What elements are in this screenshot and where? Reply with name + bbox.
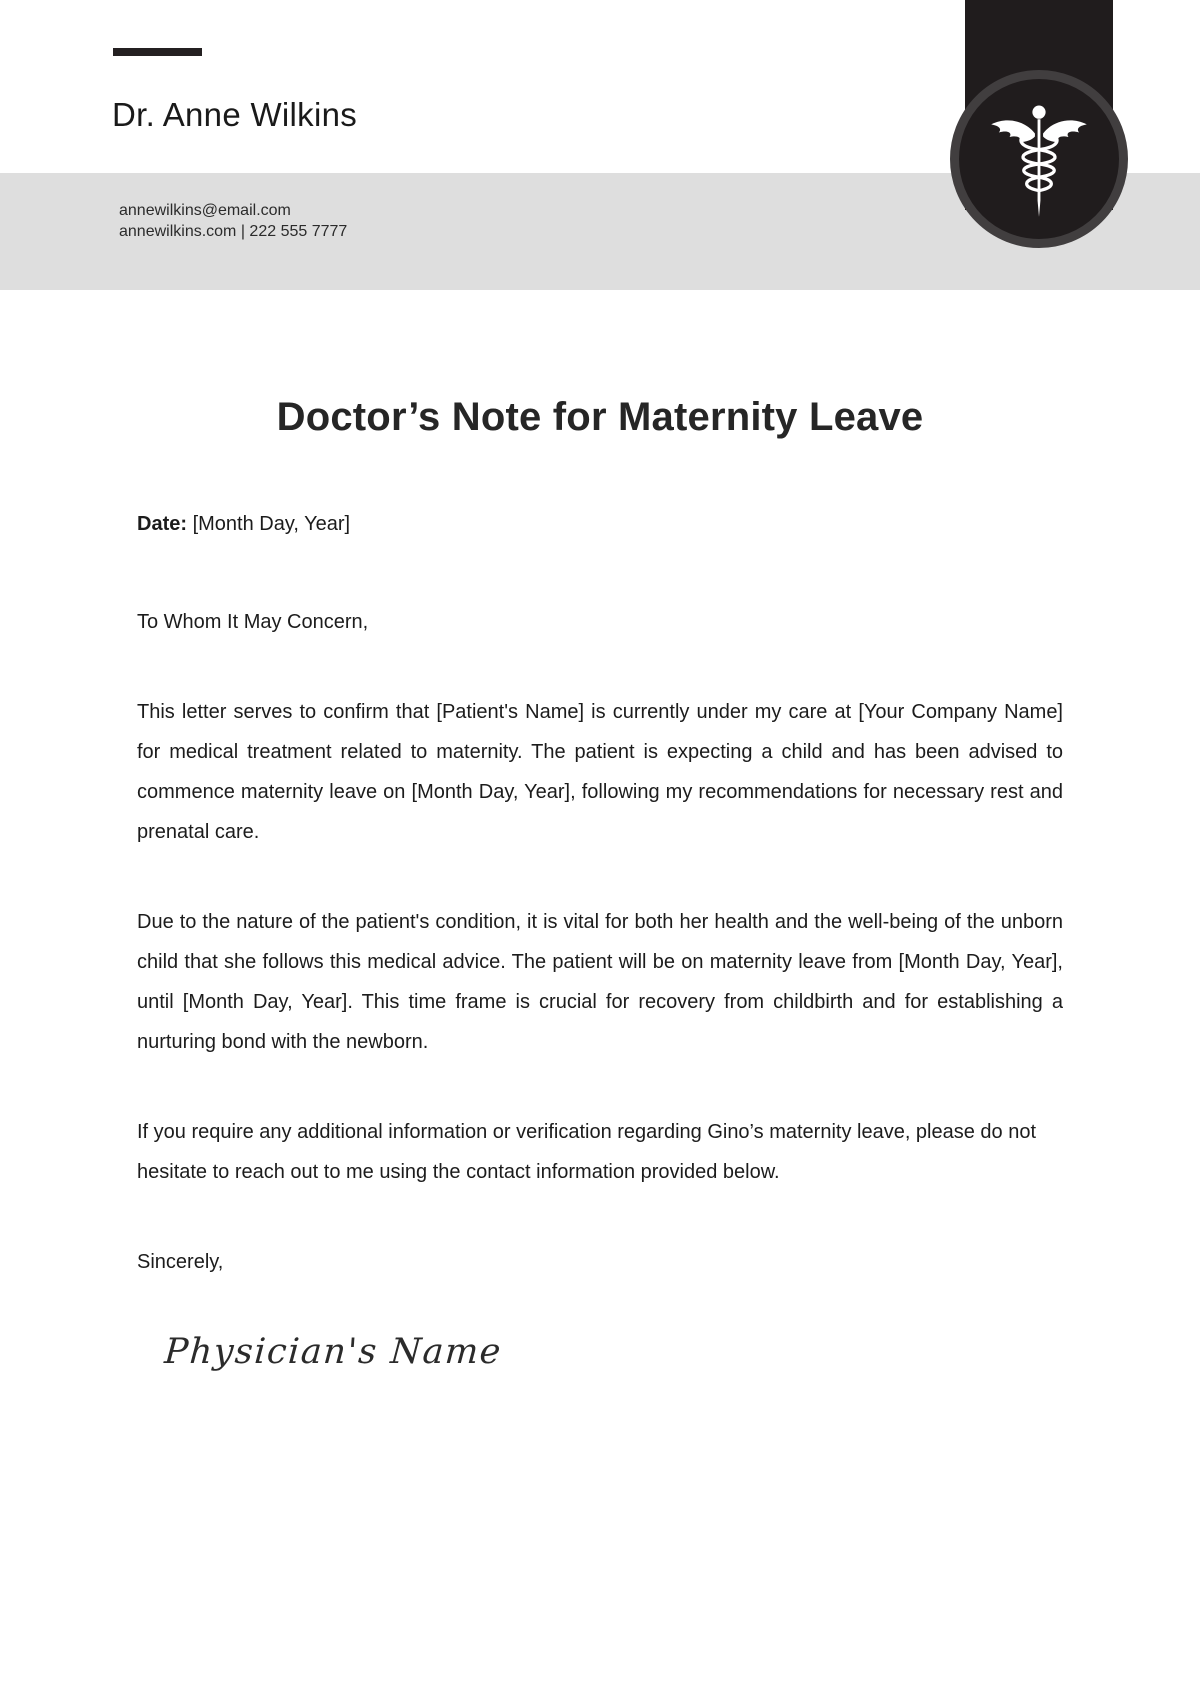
contact-info	[119, 200, 347, 242]
logo-badge	[950, 70, 1128, 248]
closing: Sincerely,	[137, 1251, 224, 1273]
doctor-name: Dr. Anne Wilkins	[112, 96, 358, 133]
caduceus-icon	[987, 103, 1091, 225]
date-line	[137, 504, 1063, 544]
body-paragraph-2: Due to the nature of the patient's condition, it is vital for both her health and the well-being of the unborn child that she follows this medical advice. The patient will be on maternity leave from [Month Day, Year], until [Month Day, Year]. This time frame is crucial for recovery from childbirth and for establishing a nurturing bond with the newborn.	[137, 911, 1063, 1053]
email-text: annewilkins@email.com	[119, 202, 291, 219]
body-paragraph-1: This letter serves to confirm that [Patient's Name] is currently under my care at [Your Company Name] for medical treatment related to maternity. The patient is expecting a child and has been advised to commence maternity leave on [Month Day, Year], following my recommendations for necessary rest and prenatal care.	[137, 701, 1063, 843]
brand-accent-bar	[113, 48, 202, 56]
salutation: To Whom It May Concern,	[137, 611, 369, 633]
physician-signature: Physician's Name	[163, 1332, 504, 1372]
website-phone-text: annewilkins.com | 222 555 7777	[119, 223, 348, 240]
date-label: Date:	[137, 513, 188, 535]
document-title: Doctor’s Note for Maternity Leave	[276, 395, 924, 439]
date-value: [Month Day, Year]	[187, 513, 351, 535]
body-paragraph-3: If you require any additional information or verification regarding Gino’s maternity leave, please do not hesitate to reach out to me using the contact information provided below.	[137, 1121, 1037, 1183]
letter-body	[137, 504, 1063, 1374]
